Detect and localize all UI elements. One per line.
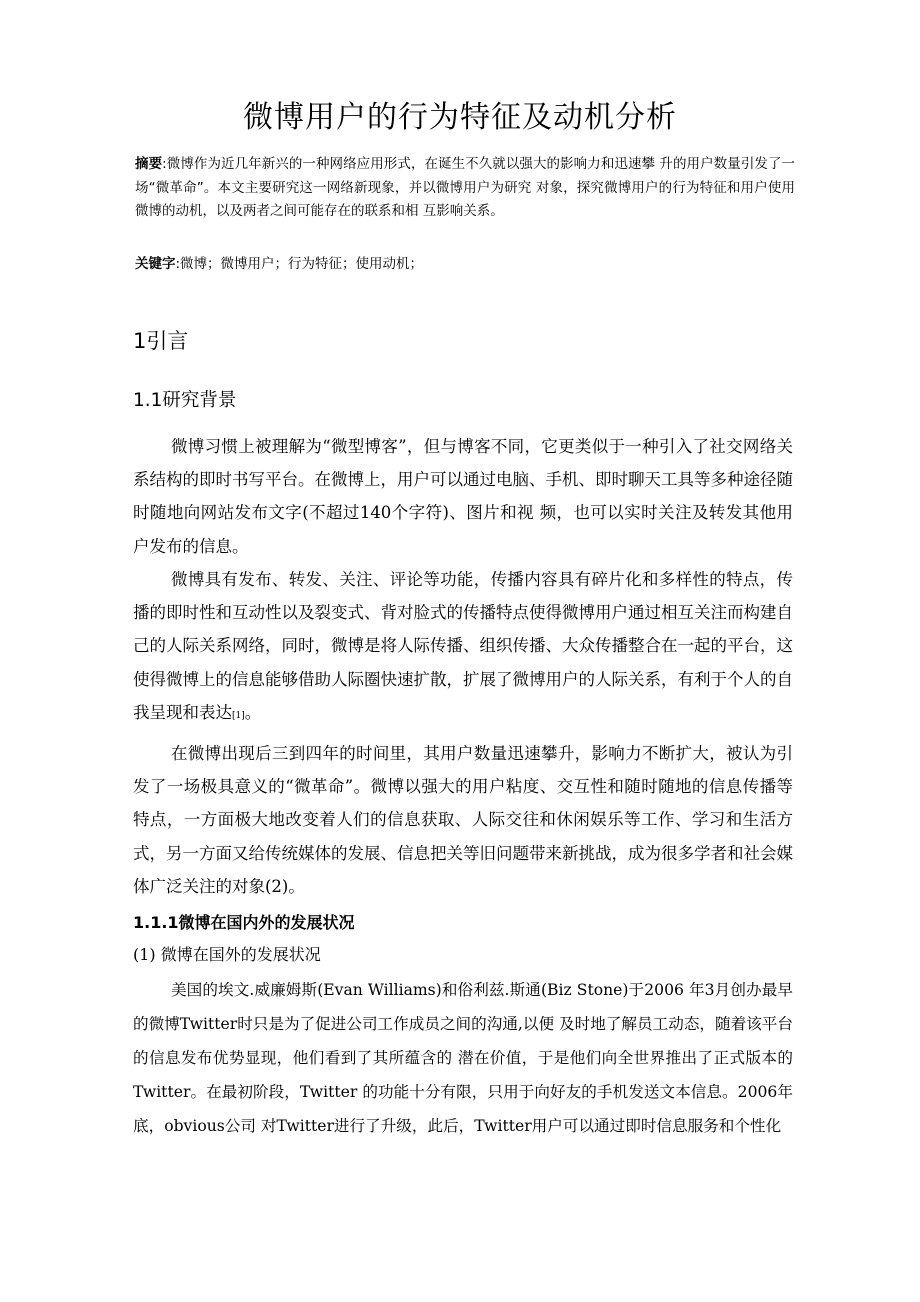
section-heading-1: 1引言 (133, 329, 189, 353)
paragraph-2-text: 微博具有发布、转发、关注、评论等功能，传播内容具有碎片化和多样性的特点，传播的即时性和互动性以及裂变式、背对脸式的传播特点使得微博用户通过相互关注而构建自己的人际关系网络，同时，微博是将人际传播、组织传播、大众传播整合在一起的平台，这使得微博上的信息能够借助人际圈快速扩散，扩展了微博用户的人际关系，有利于个人的自我呈现和表达 (133, 570, 793, 722)
keywords-text: :微博；微博用户；行为特征；使用动机； (175, 256, 424, 272)
subsection-item: (1) 微博在国外的发展状况 (133, 945, 321, 964)
paragraph-2 (133, 563, 793, 733)
abstract (135, 153, 795, 224)
paper-title: 微博用户的行为特征及动机分析 (243, 100, 677, 135)
paragraph-1: 微博习惯上被理解为“微型博客”，但与博客不同，它更类似于一种引入了社交网络关系结构的即时书写平台。在微博上，用户可以通过电脑、手机、即时聊天工具等多种途径随时随地向网站发布文字(不超过140个字符)、图片和视 频，也可以实时关注及转发其他用户发布的信息。 (133, 437, 793, 556)
paragraph-4: 美国的埃文.威廉姆斯(Evan Williams)和俗利兹.斯通(Biz Stone)于2006 年3月创办最早的微博Twitter时只是为了促进公司工作成员之间的沟通,以便 及时地了解员工动态，随着该平台的信息发布优势显现，他们看到了其所蕴含的 潜在价值，于是他们向全世界推出了正式版本的Twitter。在最初阶段，Twitter 的功能十分有限，只用于向好友的手机发送文本信息。2006年底，obvious公司 对Twitter进行了升级，此后，Twitter用户可以通过即时信息服务和个性化 (133, 981, 793, 1135)
abstract-label: 摘要 (135, 156, 163, 172)
abstract-text: :微博作为近几年新兴的一种网络应用形式，在诞生不久就以强大的影响力和迅速攀 升的用户数量引发了一场“微革命”。本文主要研究这一网络新现象，并以微博用户为研究 对象，探究微博用户的行为特征和用户使用微博的动机，以及两者之间可能存在的联系和相 互影响关系。 (135, 156, 796, 219)
keywords (135, 253, 795, 276)
keywords-label: 关键字 (135, 256, 176, 272)
citation-ref: [1] (232, 710, 245, 721)
section-heading-1-1-1: 1.1.1微博在国内外的发展状况 (133, 913, 355, 932)
paragraph-3: 在微博出现后三到四年的时间里，其用户数量迅速攀升，影响力不断扩大，被认为引发了一场极具意义的“微革命”。微博以强大的用户粘度、交互性和随时随地的信息传播等特点，一方面极大地改变着人们的信息获取、人际交往和休闲娱乐等工作、学习和生活方式，另一方面又给传统媒体的发展、信息把关等旧问题带来新挑战，成为很多学者和社会媒体广泛关注的对象(2)。 (133, 744, 793, 896)
paragraph-2-end: 。 (244, 702, 262, 722)
section-heading-1-1: 1.1研究背景 (133, 390, 237, 411)
